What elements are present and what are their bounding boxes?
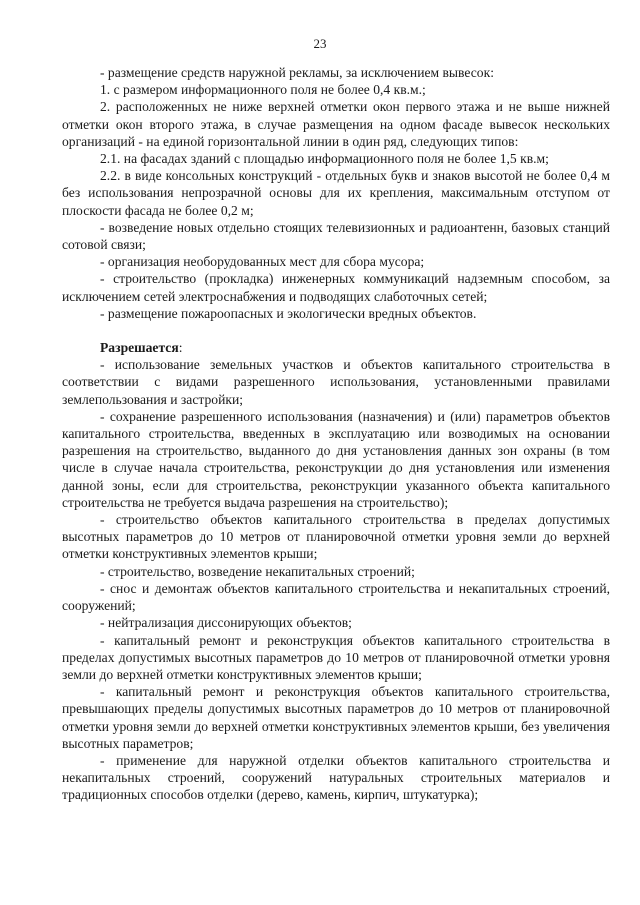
paragraph: - строительство (прокладка) инженерных коммуникаций надземным способом, за исключением сетей электроснабжения и подводящих слаботочных сетей; — [62, 271, 610, 304]
paragraph: - использование земельных участков и объектов капитального строительства в соответствии с видами разрешенного использования, установленными правилами землепользования и застройки; — [62, 357, 610, 407]
paragraph: - размещение средств наружной рекламы, за исключением вывесок: — [100, 65, 494, 80]
document-body — [62, 64, 610, 804]
section-heading — [62, 339, 610, 356]
paragraph: - капитальный ремонт и реконструкция объектов капитального строительства в пределах допустимых высотных параметров до 10 метров от планировочной отметки уровня земли до верхней отметки конструктивных элементов крыши; — [62, 632, 610, 682]
paragraph: - сохранение разрешенного использования (назначения) и (или) параметров объектов капитального строительства, введенных в эксплуатацию или возводимых на основании разрешения на строительство, выданного до дня установления данных зон охраны (в том числе в случае начала строительства, реконструкции до дня установления или изменения данной зоны, если для строительства, реконструкции указанного объекта капитального строительства не требуется выдача разрешения на строительство); — [62, 408, 610, 510]
page-number: 23 — [313, 36, 327, 51]
paragraph: 2. расположенных не ниже верхней отметки окон первого этажа и не выше нижней отметки окон второго этажа, в случае размещения на одном фасаде вывесок нескольких организаций - на единой горизонтальной линии в один ряд, следующих типов: — [62, 99, 610, 149]
paragraph: - размещение пожароопасных и экологически вредных объектов. — [100, 305, 477, 321]
section-gap — [62, 322, 610, 339]
paragraph: - организация необорудованных мест для сбора мусора; — [100, 254, 425, 270]
section-heading-text: Разрешается — [100, 340, 179, 356]
paragraph: - снос и демонтаж объектов капитального строительства и некапитальных строений, сооружений; — [62, 580, 610, 614]
section-heading-colon: : — [178, 340, 183, 356]
paragraph: 1. с размером информационного поля не более 0,4 кв.м.; — [100, 82, 426, 98]
paragraph: - строительство объектов капитального строительства в пределах допустимых высотных параметров до 10 метров от планировочной отметки уровня земли до верхней отметки конструктивных элементов крыши; — [62, 512, 610, 562]
paragraph: - строительство, возведение некапитальных строений; — [100, 563, 415, 579]
paragraph: 2.1. на фасадах зданий с площадью информационного поля не более 1,5 кв.м; — [100, 151, 549, 167]
paragraph: - нейтрализация диссонирующих объектов; — [100, 615, 352, 631]
paragraph: - применение для наружной отделки объектов капитального строительства и некапитальных строений, сооружений натуральных строительных материалов и традиционных способов отделки (дерево, камень, кирпич, штукатурка); — [62, 752, 610, 803]
paragraph: - возведение новых отдельно стоящих телевизионных и радиоантенн, базовых станций сотовой связи; — [62, 219, 610, 253]
paragraph: 2.2. в виде консольных конструкций - отдельных букв и знаков высотой не более 0,4 м без использования непрозрачной основы для их крепления, максимальным отступом от плоскости фасада не более 0,2 м; — [62, 168, 610, 218]
paragraph: - капитальный ремонт и реконструкция объектов капитального строительства, превышающих пределы допустимых высотных параметров до 10 метров от планировочной отметки уровня земли до верхней отметки конструктивных элементов крыши, без увеличения высотных параметров; — [62, 684, 610, 751]
